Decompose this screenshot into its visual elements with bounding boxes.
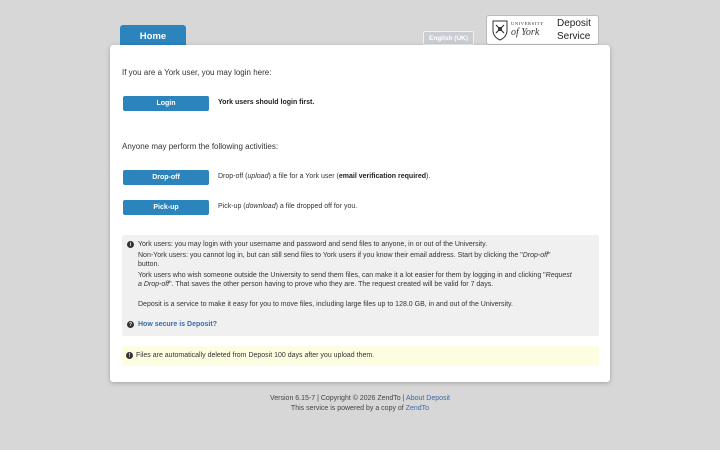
warning-icon: ! [126,352,133,359]
auto-delete-notice [122,346,599,366]
info-line-request: York users who wish someone outside the University to send them files, can make it a lot easier for them by logging in and clicking "Request [138,272,572,279]
intro-text: If you are a York user, you may login here: [122,68,272,77]
logo-of-york-text: of York [511,26,540,38]
dropoff-description: Drop-off (upload) a file for a York user (email verification required). [218,173,431,180]
info-icon: i [127,241,134,248]
main-panel [110,45,610,382]
info-line-deposit: Deposit is a service to make it easy for you to move files, including large files up to 128.0 GB, in and out of the University. [138,301,513,308]
logo-service-line1: Deposit [557,18,591,29]
login-button[interactable]: Login [123,96,209,111]
info-box [122,235,599,336]
login-note: York users should login first. [218,99,315,106]
how-secure-link[interactable]: How secure is Deposit? [138,321,217,328]
info-line-request-cont: a Drop-off". That saves the other person having to prove who they are. The request created will be valid for 7 days. [138,281,494,288]
pickup-description: Pick-up (download) a file dropped off for you. [218,203,358,210]
home-tab[interactable]: Home [120,25,186,47]
about-deposit-link[interactable]: About Deposit [406,395,451,402]
logo-service-line2: Service [557,31,591,42]
info-line-button: button. [138,261,160,268]
footer-powered: This service is powered by a copy of ZendTo [290,404,430,412]
auto-delete-text: Files are automatically deleted from Deposit 100 days after you upload them. [136,352,375,359]
zendto-link[interactable]: ZendTo [405,404,430,412]
activities-text: Anyone may perform the following activities: [122,142,279,151]
footer-version: Version 6.15-7 | Copyright © 2026 ZendTo | About Deposit [269,395,451,402]
info-line-york-users: York users: you may login with your username and password and send files to anyone, in or out of the University. [138,241,488,248]
logo-university-text: UNIVERSITY [511,21,544,27]
crest-icon [491,19,509,41]
university-logo [486,15,599,45]
pickup-button[interactable]: Pick-up [123,200,209,215]
footer [0,394,720,413]
dropoff-button[interactable]: Drop-off [123,170,209,185]
info-line-non-york: Non-York users: you cannot log in, but can still send files to York users if you know their email address. Start by clicking the "Drop-off" [138,252,551,259]
help-icon: ? [128,321,133,328]
language-selector[interactable]: English (UK) [423,31,474,45]
